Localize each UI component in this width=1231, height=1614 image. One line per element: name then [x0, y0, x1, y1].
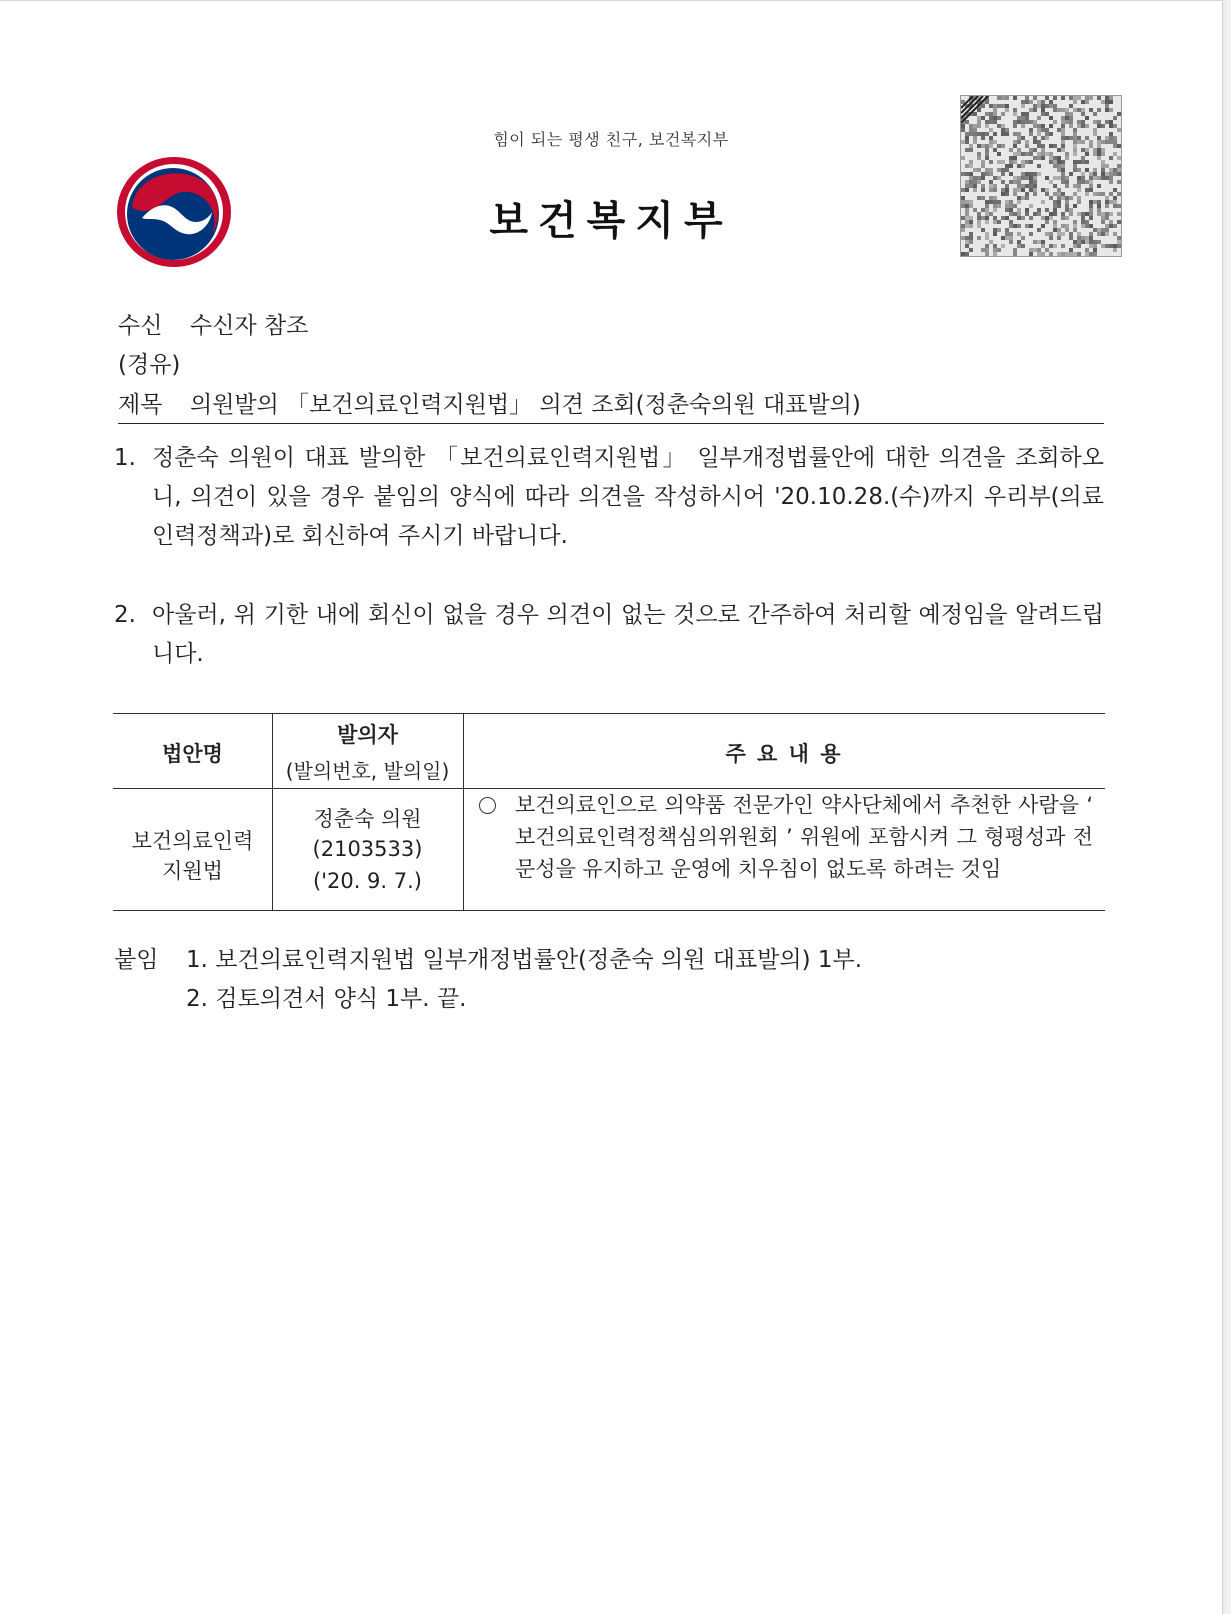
proposer-name: 정춘숙 의원 [313, 807, 422, 831]
bullet-circle-icon [479, 797, 496, 814]
recipient-value: 수신자 참조 [190, 313, 309, 339]
subject-line [118, 386, 861, 419]
paragraph-2-text: 아울러, 위 기한 내에 회신이 없을 경우 의견이 없는 것으로 간주하여 처리할 예정임을 알려드립니다. [152, 602, 1104, 667]
ministry-title: 보건복지부 [489, 198, 733, 244]
bill-content: 보건의료인으로 의약품 전문가인 약사단체에서 추천한 사람을 ‘ 보건의료인력정책심의위원회 ’ 위원에 포함시켜 그 형평성과 전문성을 유지하고 운영에 치우침이 없도록 하려는 것임 [515, 793, 1093, 881]
attachment-item-2: 2. 검토의견서 양식 1부. 끝. [186, 986, 467, 1012]
paragraph-2-number: 2. [114, 602, 136, 628]
header-rule [118, 423, 1104, 424]
bill-name-line2: 지원법 [162, 859, 223, 883]
attachment-item-1: 1. 보건의료인력지원법 일부개정법률안(정춘숙 의원 대표발의) 1부. [186, 947, 863, 973]
subject-value: 의원발의 「보건의료인력지원법」 의견 조회(정춘숙의원 대표발의) [190, 392, 861, 418]
slogan: 힘이 되는 평생 친구, 보건복지부 [493, 130, 729, 149]
via-line [118, 346, 180, 379]
attachment-line-2 [186, 980, 466, 1013]
bill-date: ('20. 9. 7.) [313, 869, 422, 893]
subject-label: 제목 [118, 392, 163, 418]
bill-name-line1: 보건의료인력 [131, 829, 254, 853]
recipient-label: 수신 [118, 313, 163, 339]
paragraph-1-text: 정춘숙 의원이 대표 발의한 「보건의료인력지원법」 일부개정법률안에 대한 의견을 조회하오니, 의견이 있을 경우 붙임의 양식에 따라 의견을 작성하시어 '20.10.28.(수)까지 우리부(의료인력정책과)로 회신하여 주시기 바랍니다. [152, 445, 1104, 549]
bill-number: (2103533) [312, 837, 423, 861]
header-proposer: 발의자 [337, 723, 398, 747]
attachment-label: 붙임 [114, 947, 159, 973]
attachment-line-1 [114, 941, 862, 974]
paragraph-2 [114, 596, 1104, 674]
header-bill-name: 법안명 [162, 742, 223, 766]
paragraph-1-number: 1. [114, 445, 136, 471]
paragraph-1 [114, 439, 1104, 556]
recipient-line [118, 307, 308, 340]
bill-table [113, 713, 1105, 911]
header-content: 주 요 내 용 [725, 742, 843, 766]
header-proposer-sub: (발의번호, 발의일) [285, 759, 450, 783]
via-label: (경유) [118, 352, 181, 378]
